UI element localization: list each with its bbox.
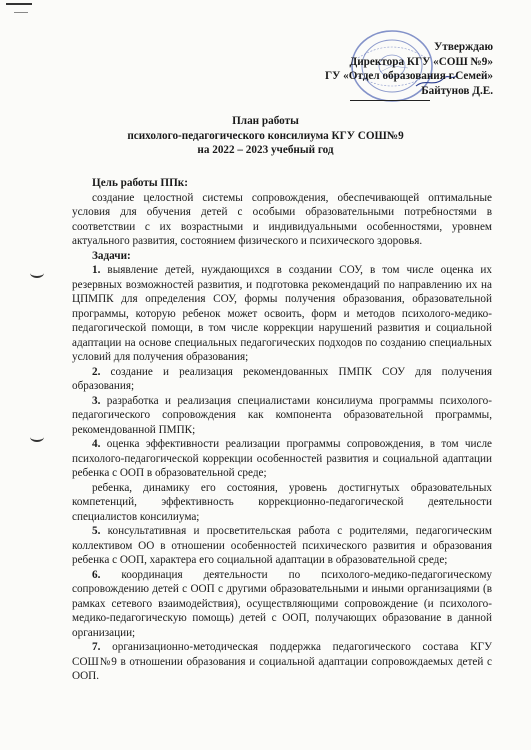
task-number: 5. <box>92 525 101 537</box>
goal-text: создание целостной системы сопровождения, обеспечивающей оптимальные условия для обучения детей с особыми образовательными потребностями в соответствии с их возрастными и индивидуальными особенностями, уровнем актуального развития, состоянием физического и психического здоровья. <box>72 191 492 247</box>
task-text: создание и реализация рекомендованных ПМПК СОУ для получения образования; <box>72 365 492 392</box>
approval-line-3: ГУ «Отдел образования г.Семей» <box>324 70 493 82</box>
document-title <box>0 114 531 158</box>
approval-line-2: Директора КГУ «СОШ №9» <box>349 55 493 68</box>
task-item <box>72 640 492 684</box>
task-number: 1. <box>92 264 101 276</box>
task-item <box>72 365 492 394</box>
task-item <box>72 394 492 438</box>
punch-hole-mark <box>30 268 44 278</box>
document-body <box>72 176 492 684</box>
task-number: 3. <box>92 394 101 407</box>
task-item <box>72 524 492 568</box>
task-number: 7. <box>92 641 101 653</box>
task-text: организационно-методическая поддержка педагогического состава КГУ СОШ№9 в отношении образования и социальной адаптации сопровождаемых детей с ООП. <box>72 641 493 682</box>
approval-block <box>325 40 493 98</box>
task-list <box>72 263 492 684</box>
task-number: 6. <box>92 568 101 581</box>
tasks-heading: Задачи: <box>92 249 131 262</box>
approval-line-4: Байтунов Д.Е. <box>421 84 493 97</box>
task-item <box>72 481 492 525</box>
task-text: выявление детей, нуждающихся в создании СОУ, в том числе оценка их резервных возможностей развития, и подготовка рекомендаций по направлению их на ЦПМПК для определения СОУ, формы получения образования, образовательной программы, которую ребенок может освоить, форм и методов психолого-медико-педагогической помощи, в том числе коррекции нарушений развития и социальной адаптации на основе специальных педагогических подходов по созданию специальных условий для получения образования; <box>72 264 492 363</box>
task-text: ребенка, динамику его состояния, уровень достигнутых образовательных компетенций, эффективность коррекционно-педагогической деятельности специалистов консилиума; <box>72 481 492 523</box>
title-line-3: на 2022 – 2023 учебный год <box>197 144 334 156</box>
task-item <box>72 568 492 641</box>
title-line-1: План работы <box>232 115 299 127</box>
task-number: 2. <box>92 365 101 378</box>
title-line-2: психолого-педагогического консилиума КГУ СОШ№9 <box>127 129 404 142</box>
task-number: 4. <box>92 438 101 450</box>
scan-mark <box>14 12 28 13</box>
task-text: консультативная и просветительская работа с родителями, педагогическим коллективом ОО в отношении особенностей психического развития и образования ребенка с ООП, характера его социальной адаптации в образовательной среде; <box>72 525 492 566</box>
signature-line <box>350 100 430 101</box>
task-text: координация деятельности по психолого-медико-педагогическому сопровождению детей с ООП с другими образовательными и иными организациями (в рамках сетевого взаимодействия), осуществляющими сопровождение (и психолого-медико-педагогическую помощь) детей с ООП, получающих образование в данной организации; <box>72 568 493 639</box>
approval-line-1: Утверждаю <box>434 41 493 53</box>
task-item <box>72 263 492 365</box>
task-text: оценка эффективности реализации программы сопровождения, в том числе психолого-педагогической коррекции особенностей развития и социальной адаптации ребенка с ООП в образовательной среде; <box>72 438 493 479</box>
punch-hole-mark <box>30 432 44 442</box>
task-item <box>72 437 492 481</box>
scan-mark <box>6 3 32 5</box>
goal-heading: Цель работы ППк: <box>92 177 188 189</box>
task-text: разработка и реализация специалистами консилиума программы психолого-педагогического сопровождения как компонента образовательной программы, рекомендованной ПМПК; <box>72 394 492 436</box>
